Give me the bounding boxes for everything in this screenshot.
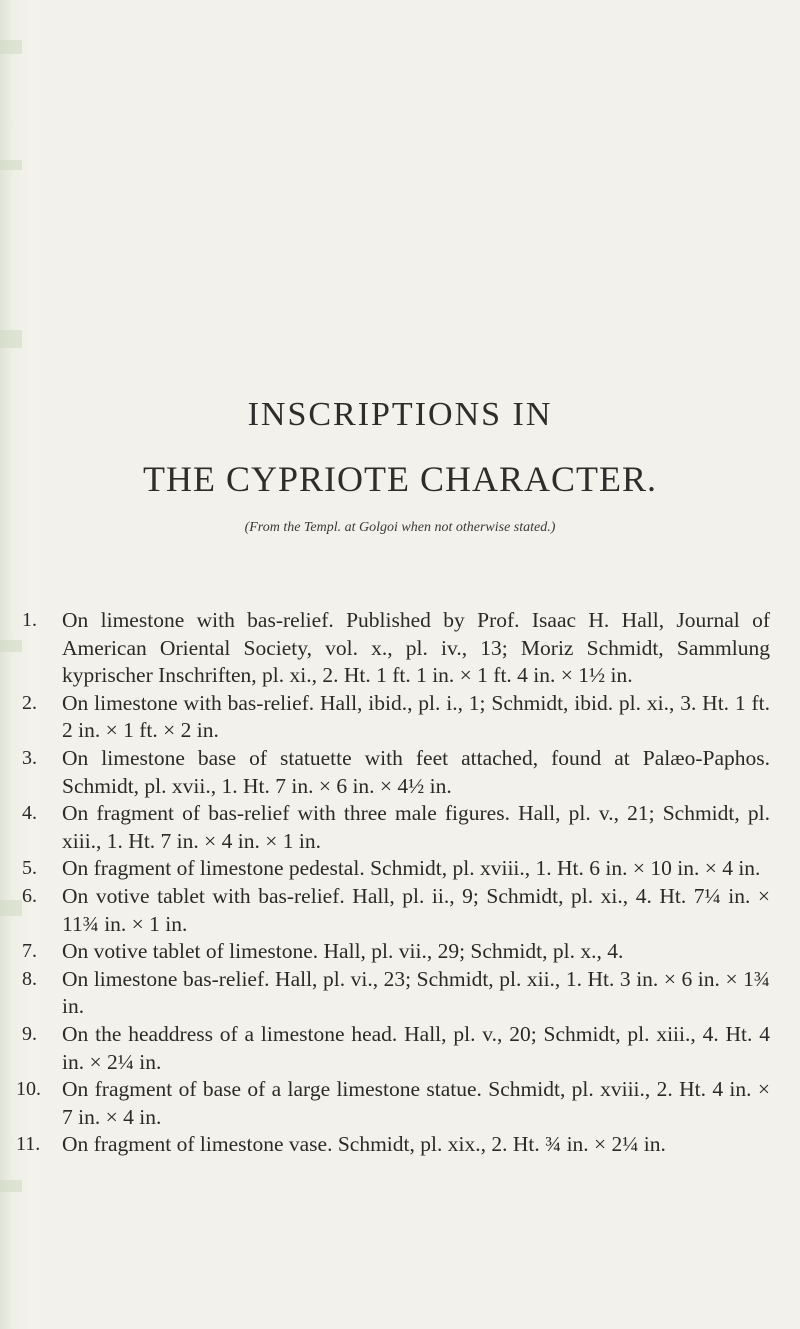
item-text: On limestone with bas-relief. Hall, ibid., pl. i., 1; Schmidt, ibid. pl. xi., 3. Ht. 1 ft. 2 in. × 1 ft. × 2 in.: [62, 690, 770, 743]
item-number: 1.: [22, 609, 37, 631]
item-number: 6.: [22, 884, 37, 907]
item-number: 3.: [22, 746, 37, 769]
item-text: On fragment of base of a large limestone statue. Schmidt, pl. xviii., 2. Ht. 4 in. × 7 in. × 4 in.: [62, 1077, 770, 1129]
item-text: On votive tablet with bas-relief. Hall, pl. ii., 9; Schmidt, pl. xi., 4. Ht. 7¼ in. × 11¾ in. × 1 in.: [62, 883, 770, 936]
list-item: [0, 690, 800, 745]
item-text: On fragment of limestone vase. Schmidt, pl. xix., 2. Ht. ¾ in. × 2¼ in.: [62, 1132, 666, 1157]
item-text: On the headdress of a limestone head. Hall, pl. v., 20; Schmidt, pl. xiii., 4. Ht. 4 in. × 2¼ in.: [62, 1021, 770, 1074]
list-item: [0, 883, 800, 938]
item-number: 11.: [16, 1133, 41, 1156]
item-text: On fragment of limestone pedestal. Schmidt, pl. xviii., 1. Ht. 6 in. × 10 in. × 4 in.: [62, 856, 761, 881]
item-text: On limestone bas-relief. Hall, pl. vi., 23; Schmidt, pl. xii., 1. Ht. 3 in. × 6 in. × 1¾ in.: [62, 966, 770, 1019]
list-item: [0, 745, 800, 800]
list-item: [0, 800, 800, 855]
item-number: 9.: [22, 1022, 37, 1045]
item-number: 4.: [22, 802, 37, 825]
page-title-line-2: THE CYPRIOTE CHARACTER.: [142, 459, 657, 499]
list-item: [0, 607, 800, 690]
item-number: 10.: [16, 1078, 41, 1101]
list-item: [0, 1076, 800, 1131]
inscription-list: [0, 607, 800, 1159]
page-title-line-1: INSCRIPTIONS IN: [247, 396, 553, 433]
item-number: 5.: [22, 857, 37, 880]
list-item: [0, 966, 800, 1021]
item-number: 7.: [22, 940, 37, 963]
item-number: 8.: [22, 967, 37, 990]
item-text: On votive tablet of limestone. Hall, pl. vii., 29; Schmidt, pl. x., 4.: [62, 939, 624, 964]
item-text: On limestone with bas-relief. Published by Prof. Isaac H. Hall, Journal of American Oriental Society, vol. x., pl. iv., 13; Moriz Schmidt, Sammlung kyprischer Inschriften, pl. xi., 2. Ht. 1 ft. 1 in. × 1 ft. 4 in. × 1½ in.: [62, 608, 770, 688]
list-item: [0, 938, 800, 966]
list-item: [0, 1021, 800, 1076]
list-item: [0, 855, 800, 883]
source-note: (From the Templ. at Golgoi when not otherwise stated.): [244, 520, 556, 535]
list-item: [0, 1131, 800, 1159]
item-text: On limestone base of statuette with feet attached, found at Palæo-Paphos. Schmidt, pl. xvii., 1. Ht. 7 in. × 6 in. × 4½ in.: [62, 745, 770, 798]
item-text: On fragment of bas-relief with three male figures. Hall, pl. v., 21; Schmidt, pl. xiii., 1. Ht. 7 in. × 4 in. × 1 in.: [62, 801, 770, 853]
item-number: 2.: [22, 691, 37, 714]
